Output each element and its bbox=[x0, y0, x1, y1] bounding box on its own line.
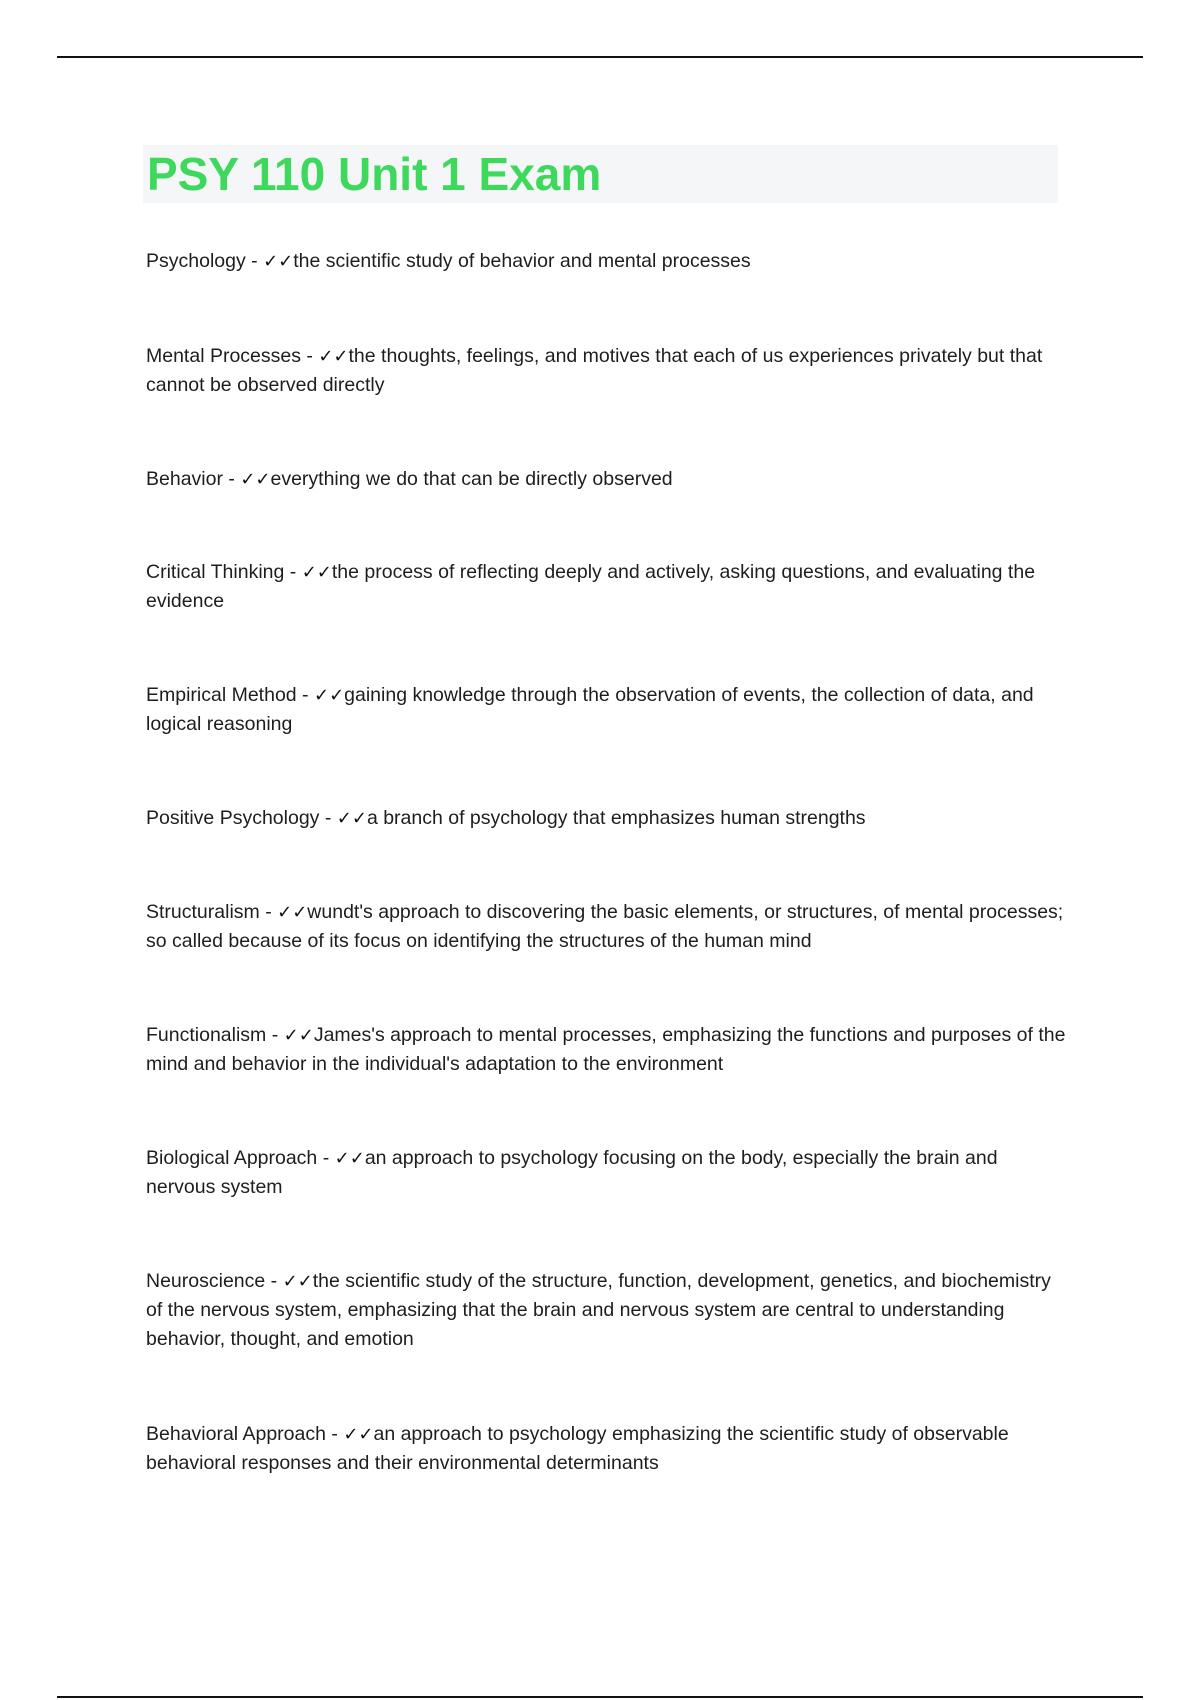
term: Neuroscience bbox=[146, 1270, 266, 1292]
term: Critical Thinking bbox=[146, 561, 285, 583]
term-entry bbox=[146, 558, 1066, 616]
term-entry bbox=[146, 1420, 1066, 1478]
definition: the process of reflecting deeply and actively, asking questions, and evaluating the evidence bbox=[146, 561, 1036, 612]
definition: gaining knowledge through the observation of events, the collection of data, and logical reasoning bbox=[146, 684, 1034, 735]
separator: - bbox=[325, 1423, 344, 1445]
double-check-icon: ✓✓ bbox=[343, 1424, 374, 1445]
term-entry bbox=[146, 342, 1066, 400]
separator: - bbox=[259, 901, 278, 923]
definition: James's approach to mental processes, emphasizing the functions and purposes of the mind and behavior in the individual's adaptation to the environment bbox=[146, 1024, 1066, 1075]
definition: the scientific study of behavior and mental processes bbox=[293, 250, 751, 272]
separator: - bbox=[317, 1147, 335, 1169]
bottom-rule bbox=[57, 1696, 1143, 1698]
definition: an approach to psychology emphasizing the scientific study of observable behavioral responses and their environmental determinants bbox=[146, 1423, 1009, 1474]
double-check-icon: ✓✓ bbox=[334, 1148, 365, 1169]
term: Empirical Method bbox=[146, 684, 297, 706]
separator: - bbox=[266, 1024, 284, 1046]
term: Structuralism bbox=[146, 901, 260, 923]
separator: - bbox=[300, 345, 319, 367]
separator: - bbox=[296, 684, 314, 706]
term-entry bbox=[146, 247, 1066, 276]
term: Biological Approach bbox=[146, 1147, 318, 1169]
double-check-icon: ✓✓ bbox=[240, 469, 271, 490]
term-entry bbox=[146, 1267, 1066, 1354]
page-title: PSY 110 Unit 1 Exam bbox=[147, 148, 602, 200]
definition: everything we do that can be directly observed bbox=[270, 468, 673, 490]
double-check-icon: ✓✓ bbox=[282, 1271, 313, 1292]
double-check-icon: ✓✓ bbox=[301, 562, 332, 583]
term-entry bbox=[146, 681, 1066, 739]
definition: the scientific study of the structure, function, development, genetics, and biochemistry of the nervous system, emphasizing that the brain and nervous system are central to understanding behavior, thought, and emotion bbox=[146, 1270, 1051, 1350]
separator: - bbox=[319, 807, 337, 829]
separator: - bbox=[222, 468, 241, 490]
top-rule bbox=[57, 56, 1143, 58]
term: Positive Psychology bbox=[146, 807, 320, 829]
term: Behavioral Approach bbox=[146, 1423, 326, 1445]
double-check-icon: ✓✓ bbox=[318, 346, 349, 367]
separator: - bbox=[245, 250, 264, 272]
definition: the thoughts, feelings, and motives that each of us experiences privately but that cannot be observed directly bbox=[146, 345, 1043, 396]
separator: - bbox=[284, 561, 302, 583]
definition: wundt's approach to discovering the basic elements, or structures, of mental processes; so called because of its focus on identifying the structures of the human mind bbox=[146, 901, 1064, 952]
separator: - bbox=[265, 1270, 283, 1292]
term-entry bbox=[146, 1021, 1066, 1079]
term-entry bbox=[146, 465, 1066, 494]
double-check-icon: ✓✓ bbox=[313, 685, 345, 706]
term-entry bbox=[146, 1144, 1066, 1202]
double-check-icon: ✓✓ bbox=[263, 251, 294, 272]
term-entry bbox=[146, 804, 1066, 833]
double-check-icon: ✓✓ bbox=[283, 1025, 314, 1046]
term: Behavior bbox=[146, 468, 223, 490]
title-banner bbox=[143, 145, 1058, 203]
definition: an approach to psychology focusing on the body, especially the brain and nervous system bbox=[146, 1147, 998, 1198]
double-check-icon: ✓✓ bbox=[336, 808, 367, 829]
term: Mental Processes bbox=[146, 345, 301, 367]
term-entry bbox=[146, 898, 1066, 956]
definition: a branch of psychology that emphasizes human strengths bbox=[366, 807, 866, 829]
term: Functionalism bbox=[146, 1024, 267, 1046]
term: Psychology bbox=[146, 250, 246, 272]
double-check-icon: ✓✓ bbox=[277, 902, 308, 923]
